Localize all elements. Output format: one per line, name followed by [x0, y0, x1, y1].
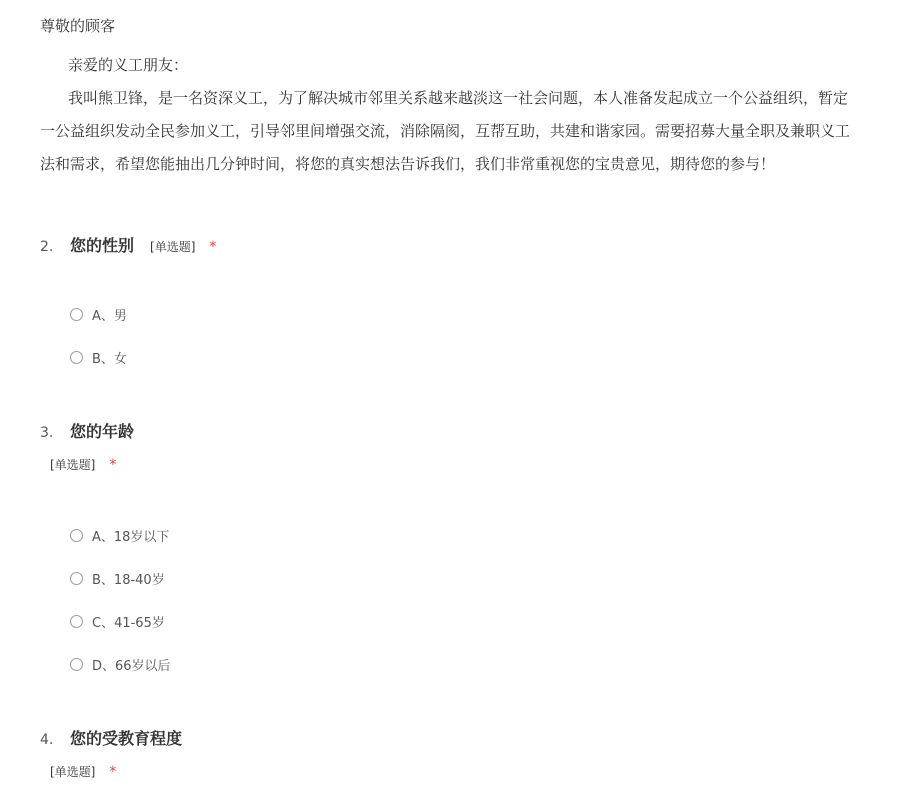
question-type-label: [单选题]: [50, 765, 96, 779]
option-age-41-65[interactable]: [70, 612, 165, 631]
radio-button[interactable]: [70, 572, 83, 585]
option-age-18-40[interactable]: [70, 569, 165, 588]
intro-greeting: 亲爱的义工朋友：: [68, 56, 189, 74]
question-education-header: [40, 726, 182, 749]
question-type-label: [单选题]: [150, 240, 196, 254]
radio-button[interactable]: [70, 615, 83, 628]
option-label: C、41-65岁: [92, 616, 165, 631]
required-marker: *: [109, 457, 117, 473]
question-number: 4.: [40, 732, 54, 748]
option-age-66-plus[interactable]: [70, 655, 171, 674]
question-title: 您的受教育程度: [70, 729, 183, 748]
question-age-meta: [50, 456, 116, 473]
question-age-header: [40, 419, 134, 442]
question-gender-header: [40, 233, 216, 256]
option-female[interactable]: [70, 348, 127, 367]
option-label: A、18岁以下: [92, 530, 170, 545]
radio-button[interactable]: [70, 351, 83, 364]
radio-button[interactable]: [70, 658, 83, 671]
intro-paragraph-line: 法和需求，希望您能抽出几分钟时间，将您的真实想法告诉我们，我们非常重视您的宝贵意见，期待您的参与！: [40, 155, 776, 173]
question-number: 2.: [40, 239, 54, 255]
option-label: B、18-40岁: [92, 573, 165, 588]
question-education-meta: [50, 763, 116, 780]
radio-button[interactable]: [70, 308, 83, 321]
required-marker: *: [109, 764, 117, 780]
option-label: D、66岁以后: [92, 659, 171, 674]
question-number: 3.: [40, 425, 54, 441]
intro-paragraph-line: 一公益组织发动全民参加义工，引导邻里间增强交流，消除隔阂，互帮互助，共建和谐家园。需要招募大量全职及兼职义工: [40, 122, 851, 140]
option-male[interactable]: [70, 305, 127, 324]
option-label: B、女: [92, 352, 127, 367]
question-title: 您的性别: [70, 236, 135, 255]
question-title: 您的年龄: [70, 422, 135, 441]
survey-title: 尊敬的顾客: [40, 17, 116, 35]
intro-paragraph-line: 我叫熊卫锋，是一名资深义工，为了解决城市邻里关系越来越淡这一社会问题，本人准备发起成立一个公益组织，暂定: [68, 89, 849, 107]
option-label: A、男: [92, 309, 127, 324]
required-marker: *: [209, 239, 217, 255]
option-age-under-18[interactable]: [70, 526, 169, 545]
question-type-label: [单选题]: [50, 458, 96, 472]
radio-button[interactable]: [70, 529, 83, 542]
